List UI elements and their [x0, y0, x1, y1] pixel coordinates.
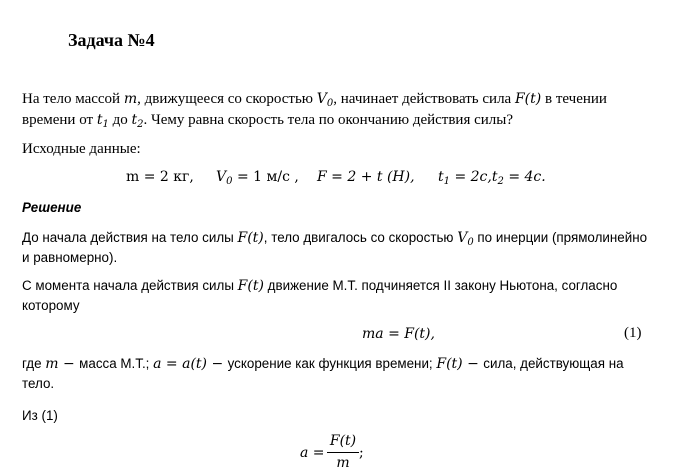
given-velocity-value: = 1 м/с ,: [232, 169, 299, 185]
equation-1: ma = F(t),: [362, 326, 435, 342]
paragraph-3-line-1: [22, 356, 624, 372]
velocity-symbol: V: [316, 91, 327, 107]
problem-text: в течении: [541, 91, 607, 107]
problem-line-1: [22, 91, 607, 109]
subscript: 2: [497, 176, 504, 187]
fraction-bar: [327, 452, 359, 453]
given-velocity: [216, 169, 299, 187]
fraction-denominator: m: [336, 455, 350, 471]
subscript: 2: [137, 119, 144, 130]
paragraph-text: сила, действующая на: [483, 356, 624, 371]
given-mass: m = 2 кг,: [126, 169, 194, 185]
paragraph-1-line-2: и равномерно).: [22, 250, 118, 265]
paragraph-2-line-2: которому: [22, 298, 80, 313]
fraction-numerator: F(t): [329, 433, 357, 449]
time-symbol: t: [491, 169, 498, 185]
problem-text: . Чему равна скорость тела по окончанию действия силы?: [143, 112, 514, 128]
mass-symbol: m −: [45, 356, 80, 372]
given-t1-value: = 2c,: [450, 169, 492, 185]
given-times: [438, 169, 546, 187]
paragraph-2-line-1: [22, 278, 617, 294]
subscript: 1: [443, 176, 451, 187]
equation-2-lhs: a =: [300, 445, 325, 461]
velocity-symbol: V: [216, 169, 227, 185]
problem-text: времени от: [22, 112, 97, 128]
paragraph-1-line-1: [22, 230, 647, 248]
force-symbol: F(t): [237, 278, 264, 294]
subscript: 0: [467, 237, 474, 248]
given-label: Исходные данные:: [22, 141, 141, 157]
paragraph-4: Из (1): [22, 408, 58, 423]
force-symbol: F(t): [237, 230, 264, 246]
paragraph-text: где: [22, 356, 46, 371]
given-force: F = 2 + t (H),: [317, 169, 415, 185]
force-symbol: F(t): [514, 91, 542, 107]
problem-text: , начинает действовать сила: [333, 91, 515, 107]
problem-text: до: [108, 112, 132, 128]
given-t2-value: = 4c.: [503, 169, 546, 185]
paragraph-text: С момента начала действия силы: [22, 278, 238, 293]
paragraph-text: по инерции (прямолинейно: [473, 230, 648, 245]
acceleration-symbol: a = a(t) −: [153, 356, 228, 372]
problem-line-2: [22, 112, 513, 130]
time-symbol: t: [438, 169, 444, 185]
paragraph-text: движение М.Т. подчиняется II закону Ньютона, согласно: [263, 278, 618, 293]
paragraph-text: масса М.Т.;: [79, 356, 154, 371]
problem-text: , движущееся со скоростью: [137, 91, 317, 107]
equation-1-number: (1): [624, 325, 642, 341]
solution-heading: Решение: [22, 200, 82, 215]
mass-symbol: m: [123, 91, 138, 107]
problem-text: На тело массой: [22, 91, 124, 107]
subscript: 1: [102, 119, 109, 130]
paragraph-3-line-2: тело.: [22, 376, 55, 391]
force-symbol: F(t) −: [436, 356, 484, 372]
velocity-symbol: V: [457, 230, 468, 246]
subscript: 0: [326, 98, 334, 109]
equation-2-semicolon: ;: [359, 445, 364, 461]
paragraph-text: ускорение как функция времени;: [227, 356, 437, 371]
time-symbol: t: [96, 112, 103, 128]
paragraph-text: , тело двигалось со скоростью: [263, 230, 458, 245]
paragraph-text: До начала действия на тело силы: [22, 230, 238, 245]
time-symbol: t: [131, 112, 138, 128]
subscript: 0: [226, 176, 233, 187]
task-title: Задача №4: [68, 30, 155, 50]
